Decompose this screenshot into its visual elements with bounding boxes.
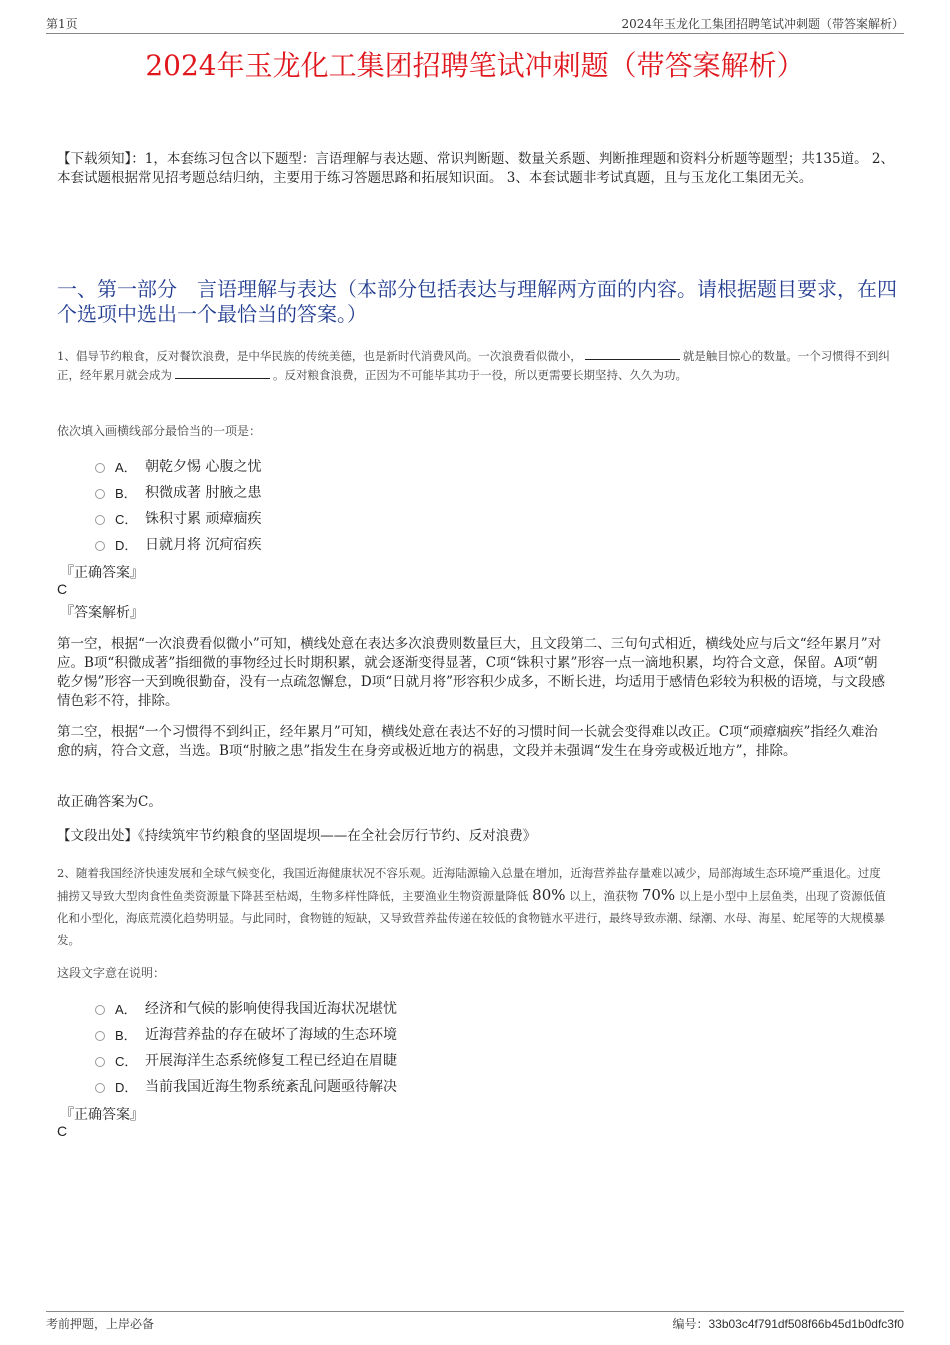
radio-icon[interactable]: [95, 489, 105, 499]
analysis-label-1: 『答案解析』: [60, 605, 144, 621]
radio-icon[interactable]: [95, 1083, 105, 1093]
question-2-options: [95, 995, 397, 1099]
correct-answer-1: C: [57, 581, 68, 597]
analysis-paragraph-1: 第一空，根据“一次浪费看似微小”可知，横线处意在表达多次浪费则数量巨大，且文段第二、三句句式相近，横线处应与后文“经年累月”对应。B项“积微成著”指细微的事物经过长时期积累，就会逐渐变得显著，C项“铢积寸累”形容一点一滴地积累，均符合文意，保留。A项“朝乾夕惕”形容一天到晚很勤奋，没有一点疏忽懈怠，D项“日就月将”形容积少成多，不断长进，均适用于感情色彩较为积极的语境，与文段感情色彩不符，排除。: [57, 636, 886, 709]
option-c[interactable]: C． 开展海洋生态系统修复工程已经迫在眉睫: [95, 1047, 397, 1073]
page-header: [46, 16, 904, 34]
page-footer: [46, 1311, 904, 1333]
radio-icon[interactable]: [95, 1057, 105, 1067]
question-1-text: 1、倡导节约粮食，反对餐饮浪费，是中华民族的传统美德，也是新时代消费风尚。一次浪费看似微小， 就是触目惊心的数量。一个习惯得不到纠正，经年累月就会成为 。反对粮食浪费，正因为不可能毕其功于一役，所以更需要长期坚持、久久为功。: [57, 349, 890, 382]
radio-icon[interactable]: [95, 1031, 105, 1041]
analysis-conclusion: 故正确答案为C。: [57, 794, 162, 810]
page-title: 2024年玉龙化工集团招聘笔试冲刺题（带答案解析）: [145, 49, 805, 82]
question-2-text: 2、随着我国经济快速发展和全球气候变化，我国近海健康状况不容乐观。近海陆源输入总量在增加，近海营养盐存量难以减少，局部海域生态环境严重退化。过度捕捞又导致大型肉食性鱼类资源量下降甚至枯竭，生物多样性降低，主要渔业生物资源量降低 80% 以上，渔获物 70% 以上是小型中上层鱼类，出现了资源低值化和小型化，海底荒漠化趋势明显。与此同时，食物链的短缺，又导致营养盐传递在较低的食物链水平进行，最终导致赤潮、绿潮、水母、海星、蛇尾等的大规模暴发。: [57, 866, 886, 947]
radio-icon[interactable]: [95, 515, 105, 525]
option-b[interactable]: B． 近海营养盐的存在破坏了海域的生态环境: [95, 1021, 397, 1047]
footer-slogan: 考前押题，上岸必备: [46, 1317, 155, 1331]
question-2-prompt: 这段文字意在说明：: [57, 966, 166, 980]
option-a[interactable]: A． 朝乾夕惕 心腹之忧: [95, 453, 261, 479]
option-a[interactable]: A． 经济和气候的影响使得我国近海状况堪忧: [95, 995, 397, 1021]
fill-blank-2: [175, 367, 270, 379]
fill-blank-1: [585, 348, 680, 360]
correct-answer-2: C: [57, 1123, 68, 1139]
download-notice: 【下载须知】：1，本套练习包含以下题型：言语理解与表达题、常识判断题、数量关系题、判断推理题和资料分析题等题型；共135道。 2、本套试题根据常见招考题总结归纳，主要用于练习答题思路和拓展知识面。 3、本套试题非考试真题，且与玉龙化工集团无关。: [57, 151, 894, 186]
page-number: 第1页: [46, 17, 78, 31]
question-1-options: [95, 453, 261, 557]
radio-icon[interactable]: [95, 541, 105, 551]
option-b[interactable]: B． 积微成著 肘腋之患: [95, 479, 261, 505]
correct-answer-label-2: 『正确答案』: [60, 1107, 144, 1123]
option-d[interactable]: D． 当前我国近海生物系统紊乱问题亟待解决: [95, 1073, 397, 1099]
question-1-prompt: 依次填入画横线部分最恰当的一项是：: [57, 424, 262, 438]
option-c[interactable]: C． 铢积寸累 顽瘴痼疾: [95, 505, 261, 531]
document-code: 编号：33b03c4f791df508f66b45d1b0dfc3f0: [672, 1317, 904, 1331]
radio-icon[interactable]: [95, 463, 105, 473]
text-source: 【文段出处】《持续筑牢节约粮食的坚固堤坝——在全社会厉行节约、反对浪费》: [57, 828, 537, 844]
section-title: 一、第一部分 言语理解与表达（本部分包括表达与理解两方面的内容。请根据题目要求，在四个选项中选出一个最恰当的答案。）: [57, 277, 897, 326]
header-doc-title: 2024年玉龙化工集团招聘笔试冲刺题（带答案解析）: [621, 17, 904, 31]
radio-icon[interactable]: [95, 1005, 105, 1015]
correct-answer-label-1: 『正确答案』: [60, 565, 144, 581]
analysis-paragraph-2: 第二空，根据“一个习惯得不到纠正，经年累月”可知，横线处意在表达不好的习惯时间一长就会变得难以改正。C项“顽瘴痼疾”指经久难治愈的病，符合文意，当选。B项“肘腋之患”指发生在身旁或极近地方的祸患，文段并未强调“发生在身旁或极近地方”，排除。: [57, 724, 878, 759]
option-d[interactable]: D． 日就月将 沉疴宿疾: [95, 531, 261, 557]
